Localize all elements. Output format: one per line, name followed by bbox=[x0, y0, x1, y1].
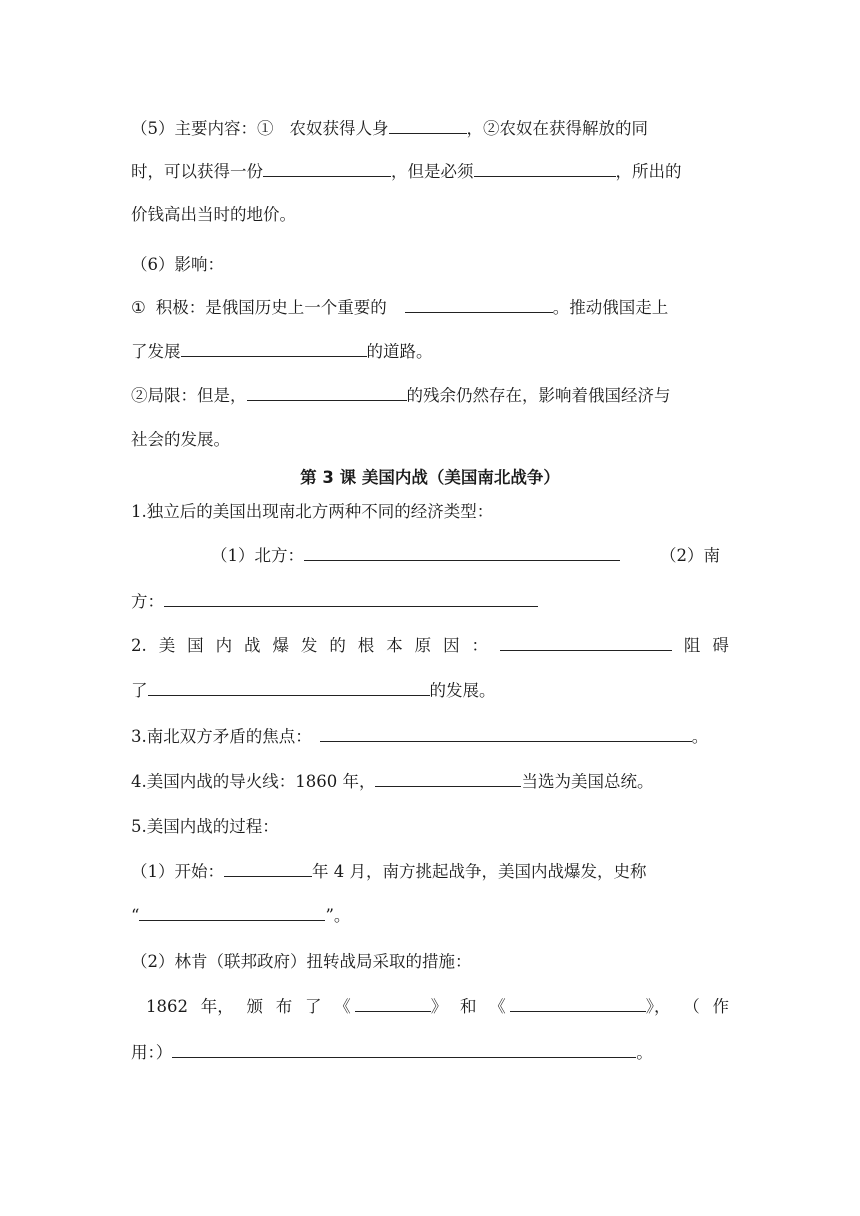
text: 1862 bbox=[146, 997, 188, 1016]
text: 时，可以获得一份 bbox=[131, 162, 263, 181]
text: 价钱高出当时的地价。 bbox=[131, 205, 296, 224]
fill-blank[interactable] bbox=[224, 860, 312, 877]
fill-blank[interactable] bbox=[172, 1041, 636, 1058]
text: 。 bbox=[636, 1043, 653, 1062]
fill-blank[interactable] bbox=[474, 160, 616, 177]
fill-blank[interactable] bbox=[304, 544, 620, 561]
text: （1）北方： bbox=[211, 546, 304, 565]
fill-blank[interactable] bbox=[148, 679, 430, 696]
text: （5）主要内容：① bbox=[131, 119, 274, 138]
text: 发 bbox=[300, 636, 318, 655]
text: “ bbox=[131, 906, 140, 925]
text: ②局限：但是， bbox=[131, 386, 247, 405]
q2 bbox=[131, 634, 729, 658]
text: 1.独立后的美国出现南北方两种不同的经济类型： bbox=[131, 502, 494, 521]
text: 用：） bbox=[131, 1043, 173, 1062]
text: ，②农奴在获得解放的同 bbox=[466, 119, 648, 138]
q5 bbox=[131, 815, 729, 839]
sec5-line-1 bbox=[131, 117, 729, 141]
text: 3.南北双方矛盾的焦点： bbox=[131, 727, 312, 746]
text: 的道路。 bbox=[366, 342, 433, 361]
fill-blank[interactable] bbox=[164, 590, 538, 607]
text: 爆 bbox=[272, 636, 289, 655]
text: 5.美国内战的过程： bbox=[131, 817, 279, 836]
q2-line-2 bbox=[131, 679, 729, 703]
q1-line-2 bbox=[131, 544, 729, 568]
fill-blank[interactable] bbox=[181, 340, 367, 357]
text: 了 bbox=[131, 681, 148, 700]
text: 年 4 月，南方挑起战争，美国内战爆发，史称 bbox=[312, 862, 647, 881]
text: 内 bbox=[215, 636, 233, 655]
text: 《 bbox=[334, 997, 351, 1016]
text: ，但是必须 bbox=[391, 162, 474, 181]
sec5-line-2 bbox=[131, 160, 729, 184]
text: ，所出的 bbox=[615, 162, 682, 181]
text: 碍 bbox=[712, 636, 729, 655]
text: 美 bbox=[158, 636, 176, 655]
text: （2）南 bbox=[660, 546, 720, 565]
text: 作 bbox=[712, 997, 729, 1016]
text: ”。 bbox=[325, 906, 351, 925]
text: 原 bbox=[414, 636, 432, 655]
q5-1 bbox=[131, 860, 729, 884]
text: 》， bbox=[645, 997, 671, 1016]
text: 阻 bbox=[683, 636, 701, 655]
fill-blank[interactable] bbox=[247, 384, 407, 401]
fill-blank[interactable] bbox=[405, 296, 553, 313]
text: ： bbox=[471, 636, 488, 655]
text: （ bbox=[683, 997, 700, 1016]
q5-3 bbox=[146, 995, 729, 1019]
fill-blank[interactable] bbox=[139, 904, 325, 921]
sec6-line-3 bbox=[131, 384, 729, 408]
text: 战 bbox=[244, 636, 261, 655]
fill-blank[interactable] bbox=[320, 725, 692, 742]
sec6-line-4 bbox=[131, 428, 729, 452]
text: 颁 bbox=[246, 997, 263, 1016]
text: 本 bbox=[386, 636, 403, 655]
text: 的 bbox=[329, 636, 346, 655]
text: 。 bbox=[691, 727, 709, 746]
text: 了发展 bbox=[131, 342, 181, 361]
q1 bbox=[131, 500, 729, 524]
text: 和 bbox=[460, 997, 477, 1016]
text: 年， bbox=[200, 997, 234, 1016]
text: （2）林肯（联邦政府）扭转战局采取的措施： bbox=[131, 952, 472, 971]
q5-1-line-2 bbox=[131, 904, 729, 928]
text: 方： bbox=[131, 592, 164, 611]
q3 bbox=[131, 725, 729, 749]
fill-blank[interactable] bbox=[510, 995, 646, 1012]
sec6-heading bbox=[131, 253, 729, 277]
fill-blank[interactable] bbox=[355, 995, 431, 1012]
text: 农奴获得人身 bbox=[289, 119, 389, 138]
text: 社会的发展。 bbox=[131, 430, 230, 449]
text: （1）开始： bbox=[131, 862, 224, 881]
text: 因 bbox=[443, 636, 460, 655]
text: 4.美国内战的导火线：1860 年， bbox=[131, 772, 376, 791]
text: 2. bbox=[131, 636, 147, 655]
text: 布 bbox=[275, 997, 293, 1016]
q5-4 bbox=[131, 1041, 729, 1065]
text: （6）影响： bbox=[131, 255, 224, 274]
text: 的残余仍然存在，影响着俄国经济与 bbox=[406, 386, 671, 405]
lesson-title: 第 3 课 美国内战（美国南北战争） bbox=[300, 468, 560, 487]
fill-blank[interactable] bbox=[389, 117, 467, 134]
text: 《 bbox=[489, 997, 506, 1016]
text: 》 bbox=[430, 997, 448, 1016]
text: 根 bbox=[357, 636, 375, 655]
sec6-line-2 bbox=[131, 340, 729, 364]
text: 。推动俄国走上 bbox=[552, 298, 669, 317]
text: ① bbox=[131, 298, 146, 317]
text: 的发展。 bbox=[429, 681, 496, 700]
text: 国 bbox=[187, 636, 204, 655]
fill-blank[interactable] bbox=[500, 634, 672, 651]
text: 当选为美国总统。 bbox=[521, 772, 654, 791]
q1-line-3 bbox=[131, 590, 729, 614]
fill-blank[interactable] bbox=[375, 770, 521, 787]
q4 bbox=[131, 770, 729, 794]
sec5-line-3 bbox=[131, 203, 729, 227]
text: 了 bbox=[305, 997, 322, 1016]
fill-blank[interactable] bbox=[263, 160, 391, 177]
q5-2 bbox=[131, 950, 729, 974]
sec6-line-1 bbox=[131, 296, 729, 320]
text: 积极：是俄国历史上一个重要的 bbox=[155, 298, 387, 317]
